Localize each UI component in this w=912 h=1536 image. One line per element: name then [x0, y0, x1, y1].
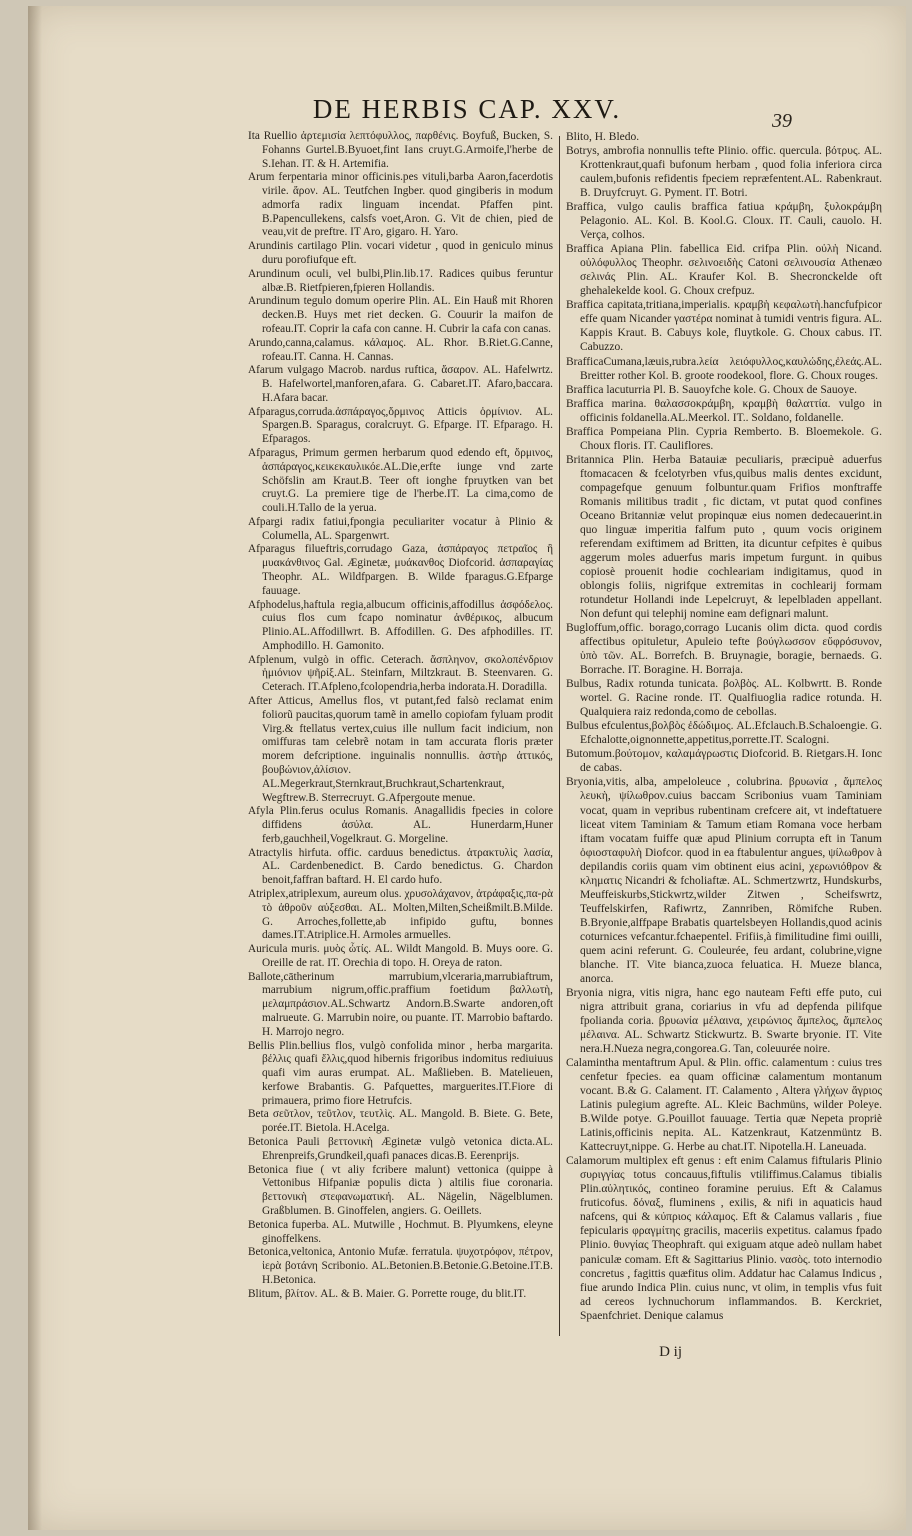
lexicon-entry: Bryonia nigra, vitis nigra, hanc ego nauteam Fefti effe puto, cui nigra attribuit grana, coriarius in vfu ad depfenda pilifque fpolianda coria. βρυωνία μέλαινα, χειρώνιος ἄμπελος, ἄμπελος μέλαινα. AL. Schwartz Stickwurtz. B. Swarte bryonie. IT. Vite nera.H.Nueza negra,congorea.G. Tan, coleuurée noire.: [566, 986, 882, 1056]
book-page: [28, 6, 906, 1530]
column-rule: [559, 136, 560, 1336]
lexicon-entry: Braffica Apiana Plin. fabellica Eid. crifpa Plin. οὐλὴ Nicand. οὐλόφυλλος Theophr. σελινοειδὴς Catoni σελινουσία Athenæo σελινάς Plin. AL. Kraufer Kol. B. Shecronckelde oft ghehalekelde kool. G. Choux crefpuz.: [566, 243, 882, 298]
lexicon-entry: Arundo,canna,calamus. κάλαμος. AL. Rhor. B.Riet.G.Canne, rofeau.IT. Canna. H. Cannas.: [248, 336, 553, 363]
left-column: [248, 130, 553, 1301]
lexicon-entry: Betonica fiue ( vt aliy fcribere malunt) vettonica (quippe à Vettonibus Hifpaniæ populis dicta ) altilis fiue coronaria. βεττονικὴ στεφανωματική. AL. Nägelin, Nägelblumen. Graßblumen. B. Ginoffelen, angiers. G. Oeillets.: [248, 1163, 553, 1217]
lexicon-entry: Calamintha mentaftrum Apul. & Plin. offic. calamentum : cuius tres cenfetur fpecies. ea quam officinæ calamentum montanum vocant. B.& G. Calament. IT. Calamento , Altera γλήχων ἄγριος Latinis pulegium agrefte. AL. Kleic Bachmüns, wilder Poleye. B.Wilde potye. G.Pouillot fauuage. Tertia quæ Nepeta propriè Latinis,officinis nepita. AL. Katzenkraut, Katzenmüntz B. Kattecruyt,nippe. G. Herbe au chat.IT. Nipotella.H. Laneuada.: [566, 1057, 882, 1154]
lexicon-entry: Bugloffum,offic. borago,corrago Lucanis olim dicta. quod cordis affectibus opituletur, Apuleio tefte βούγλωσσον εὔφρόσυνον, ὑπὸ τῶν. AL. Borrefch. B. Bruynagie, boragie, bernaeds. G. Borrache. IT. Boragine. H. Borraja.: [566, 622, 882, 677]
lexicon-entry: Bellis Plin.bellius flos, vulgò confolida minor , herba margarita. βέλλις quafi ἕλλις,quod hibernis frigoribus indomitus rediuiuus quafi vim auras erumpat. AL. Maßlieben. B. Matelieuen, kerfowe Brabantis. G. Pafquettes, marguerites.IT.Fiore di primauera, primo fiore Hetrufcis.: [248, 1039, 553, 1107]
lexicon-entry: Afarum vulgago Macrob. nardus ruftica, ἄσαρον. AL. Hafelwrtz. B. Hafelwortel,manforen,afara. G. Cabaret.IT. Afaro,baccara. H.Afara bacar.: [248, 364, 553, 404]
signature-mark: D ij: [659, 1344, 682, 1360]
lexicon-entry: Braffica marina. θαλασσοκράμβη, κραμβὴ θαλαττία. vulgo in officinis foldanella.AL.Meerkol. IT.. Soldano, foldanelle.: [566, 397, 882, 424]
lexicon-entry: Arum ferpentaria minor officinis.pes vituli,barba Aaron,facerdotis virile. ἄρον. AL. Teutfchen Ingber. quod gingiberis in modum admorfa radix linguam incendat. Pfaffen pint. B.Papencullekens, calsfs voet,Aron. G. Vit de chien, pied de veau,vit de preftre. IT Aro, gigaro. H. Yaro.: [248, 171, 553, 239]
lexicon-entry: Braffica Pompeiana Plin. Cypria Remberto. B. Bloemekole. G. Choux floris. IT. Cauliflores.: [566, 425, 882, 452]
lexicon-entry: Braffica capitata,tritiana,imperialis. κραμβὴ κεφαλωτὴ.hancfufpicor effe quam Nicander γαστέρα nominat à tumidi ventris figura. AL. Kappis Kraut. B. Cabuys kole, fluytkole. G. Choux cabus. IT. Cabuzzo.: [566, 299, 882, 354]
running-header: DE HERBIS CAP. XXV.: [312, 94, 622, 124]
lexicon-entry: Britannica Plin. Herba Batauiæ peculiaris, præcipuè aduerfus ftomacacen & fcelotyrben vfus,quibus malis dentes excidunt, compagefque genuum folbuntur.quam Frifios monftraffe Romanis militibus tradit , fic dictam, vt putat quod confines Oceano Britanniæ velut propinquæ eius nomen dedecauerint.in quo linguæ imperitia falfum puto , quum vocis originem referendam exiftimem ad Britten, ita dicuntur cefpites è quibus aggerum moles aduerfus maris impetum furgunt. in quibus copiosè prouenit hodie cochleariam indigitamus, quod in oblongis foliis, nigrifque extremitas in cochlearij formam rotundetur Hollandi inde Lepelcruyt, & lepelbladen appellant. Non defunt qui telephij nomine eam defignari malunt.: [566, 453, 882, 621]
lexicon-entry: Calamorum multiplex eft genus : eft enim Calamus fiftularis Plinio συριγγίας totus concauus,fiftulis vtiliffimus.Calamus tibialis Plin.αὐλητικός, contineo foramine peruius. Eft & Calamus fruticofus. δόναξ, fluminens , exilis, & nifi in aquaticis haud nafcens, qui & κύπριος κάλαμος. Eft & Calamus vallaris , fiue fepicularis φραγμίτης gracilis, maceriis expetitus. calamus fpado Plinio. θυνγίας Theophraft. qui exiguam atque adeò nullam habet paniculæ comam. Eft & Sagittarius Plinio. νασὸς. toto internodio concretus , fagittis quæfitus olim. Addatur hac Calamus Indicus , fiue arundo Indica Plin. cuius nunc, vt olim, in templis vfus fuit ad cereos lychnuchorum inflammandos. B. Kerckriet, Spaenfchriet. Denique calamus: [566, 1155, 882, 1322]
right-column: [566, 130, 882, 1323]
lexicon-entry: Betonica,veltonica, Antonio Mufæ. ferratula. ψυχοτρόφον, πέτρον, ἱερὰ βοτάνη Scribonio. AL.Betonien.B.Betonie.G.Betoine.IT.B. H.Betonica.: [248, 1246, 553, 1286]
lexicon-entry: Afparagus,corruda.ἀσπάραγος,ὄρμινος Atticis ὀρμίνιον. AL. Spargen.B. Sparagus, coralcruyt. G. Efparge. IT. Efparago. H. Efparagos.: [248, 405, 553, 446]
lexicon-entry: Afphodelus,haftula regia,albucum officinis,affodillus ἀσφόδελος. cuius flos cum fcapo nominatur ἀνθέρικος, albucum Plinio.AL.Affodillwrt. B. Affodillen. G. Des afphodilles. IT. Amphodillo. H. Gamonito.: [248, 598, 553, 652]
lexicon-entry: Beta σεῦτλον, τεῦτλον, τευτλὶς. AL. Mangold. B. Biete. G. Bete, porée.IT. Bietola. H.Acelga.: [248, 1108, 553, 1135]
page-number: 39: [772, 110, 792, 132]
lexicon-entry: Blitum, βλίτον. AL. & B. Maier. G. Porrette rouge, du blit.IT.: [248, 1287, 527, 1300]
lexicon-entry: Betonica Pauli βεττονικὴ Æginetæ vulgò vetonica dicta.AL. Ehrenpreifs,Grundkeil,quafi panaces dicas.B. Eerenprijs.: [248, 1136, 553, 1162]
lexicon-entry: Bulbus efculentus,βολβὸς ἐδώδιμος. AL.Efclauch.B.Schaloengie. G. Efchalotte,oignonnette,appetitus,porrette.IT. Scalogni.: [566, 720, 882, 747]
lexicon-entry: Atriplex,atriplexum, aureum olus. χρυσολάχανον, ἀτράφαξις,πα-ρὰ τὸ ἀθροῦν αὐξεσθαι. AL. Molten,Milten,Scheißmilt.B.Milde. G. Arroches,follette,ab infipido guftu, bonnes dames.IT.Atriplice.H. Armoles armuelles.: [248, 887, 553, 942]
lexicon-entry: Braffica, vulgo caulis braffica fatiua κράμβη, ξυλοκράμβη Pelagonio. AL. Kol. B. Kool.G. Cloux. IT. Cauli, cauolo. H. Verça, colhos.: [566, 201, 882, 242]
lexicon-entry: Afplenum, vulgò in offic. Ceterach. ἄσπληνον, σκολοπένδριον ἡμιόνιον ψῆρίξ.AL. Steinfarn, Miltzkraut. B. Steenvaren. G. Ceterach. IT.Afpleno,fcolopendria,herba indorata.H. Doradilla.: [248, 653, 553, 694]
lexicon-entry: Bryonia,vitis, alba, ampeloleuce , colubrina. βρυωνία , ἄμπελος λευκὴ, ψίλωθρον.cuius baccam Scribonius vuam Taminiam vocat, quam in vepribus rubentinam crefcere ait, vt indeftatuere liceat vitem Taminiam & Tamum etiam Romana voce herbam iftam vocatam fuiffe quæ apud Plinium corrupta eft in Tanum ὀφιοσταφυλὴ Diofcor. quod in ea ftabulentur angues, ψίλωθρον à depilandis coriis quam vim obtinent eius acini, χερωνιόθρον & κληματις Nicandri & fcholiaftæ. AL. Schmertzwrtz, Hundskurbs, Meuffeiskurbs,Stickwrtz,wilder Zitwen , Scheifswrtz, Teuffelskirfen, Rafiwrtz, Zannriben, Römifche Ruben. B.Bryonie,alffpape Brabatis quartelsbeyen Hollandis,quod acinis coturnices vefcantur.fchaepentel. Frifiis,à fimilitudine fimi ouilli, quem acini referunt. G. Couleurée, feu ardant, colubrine,vigne blanche. IT. Vite bianca,zuoca feluatica. H. Mueze blanca, anorca.: [566, 776, 882, 985]
lexicon-entry: BrafficaCumana,læuis,rubra.λεία λειόφυλλος,καυλώδης,ἐλεάς.AL. Breitter rother Kol. B. groote roodekool, flore. G. Choux rouges.: [566, 355, 882, 382]
lexicon-entry: Auricula muris. μυὸς ὦτίς. AL. Wildt Mangold. B. Muys oore. G. Oreille de rat. IT. Orechia di topo. H. Oreya de raton.: [248, 943, 553, 969]
lexicon-entry: Arundinum oculi, vel bulbi,Plin.lib.17. Radices quibus feruntur albæ.B. Rietfpieren,fpieren Hollandis.: [248, 267, 553, 294]
lexicon-entry: Bulbus, Radix rotunda tunicata. βολβὸς. AL. Kolbwrtt. B. Ronde wortel. G. Racine ronde. IT. Qualfiuoglia radice rotunda. H. Qualquiera raiz redonda,como de cebollas.: [566, 678, 882, 719]
lexicon-entry: Butomum.βούτομον, καλαμάγρωστις Diofcorid. B. Rietgars.H. Ionc de cabas.: [566, 748, 882, 775]
lexicon-entry: Afyla Plin.ferus oculus Romanis. Anagallidis fpecies in colore diffidens ἀσύλα. AL. Hunerdarm,Huner ferb,gauchheil,Vogelkraut. G. Morgeline.: [248, 805, 553, 845]
lexicon-entry: Atractylis hirfuta. offic. carduus benedictus. ἀτρακτυλὶς λασία, AL. Cardenbenedict. B. Cardo benedictus. G. Chardon benoit,faffran baftard. H. El cardo hufo.: [248, 846, 553, 887]
lexicon-entry: Braffica lacuturria Pl. B. Sauoyfche kole. G. Choux de Sauoye.: [566, 383, 858, 396]
lexicon-entry: Blito, H. Bledo.: [566, 131, 640, 143]
lexicon-entry: Afparagus filueftris,corrudago Gaza, ἀσπάραγος πετραῖος ἢ μυακάνθινος Gal. Æginetæ, μυάκανθος Diofcorid. ἀσπαραγίας Theophr. AL. Wildfpargen. B. Wilde fparagus.G.Efparge fauuage.: [248, 543, 553, 597]
lexicon-entry: Afparagus, Primum germen herbarum quod edendo eft, ὄρμινος, ἀσπάραγος,κεικεκαυλικόε.AL.Die,erfte iunge vnd zarte Schöfslin am Kraut.B. Teer oft ionghe fpruytken van bet cruyt.G. La premiere tige de l'herbe.IT. La cima,como de couli.H.Tallo de la yerua.: [248, 446, 553, 515]
lexicon-entry: Arundinum tegulo domum operire Plin. AL. Ein Hauß mit Rhoren decken.B. Huys met riet decken. G. Couurir la maifon de rofeau.IT. Coprir la cafa con canne. H. Cubrir la cafa con canas.: [248, 295, 553, 335]
lexicon-entry: Ballote,cātherinum marrubium,vlceraria,marrubiaftrum, marrubium nigrum,offic.praffium foetidum βαλλωτὴ, μελαμπράσιον.AL.Schwartz Andorn.B.Swarte andoren,oft malrueute. G. Marrubin noire, ou puante. IT. Marrobio baftardo. H. Marrojo negro.: [248, 970, 553, 1038]
lexicon-entry: After Atticus, Amellus flos, vt putant,fed falsò reclamat enim foliorũ paucitas,quorum tamẽ in amello copiofam fyluam prodit Virg.& ftellatus vertex,cuius ille nullum facit indicium, non omiffuras tam celebrẽ notam in tam accurata floris præter morem defcriptione. inguinalis nonnullis. ἀστὴρ ἀττικός, βουβώνιον,ἀλίσιον. AL.Megerkraut,Sternkraut,Bruchkraut,Schartenkraut, Wegftrew.B. Sterrecruyt. G.Afpergoute menue.: [248, 695, 553, 804]
lexicon-entry: Botrys, ambrofia nonnullis tefte Plinio. offic. quercula. βότρυς. AL. Krottenkraut,quafi bufonum herbam , quod folia inferiora circa caulem,bufonis refidentis fpeciem repræfentent.AL. Rabenkraut. B. Druyfcruyt. G. Pyment. IT. Botri.: [566, 145, 882, 200]
lexicon-entry: Ita Ruellio ἀρτεμισία λεπτόφυλλος, παρθένις. Boyfuß, Bucken, S. Fohanns Gurtel.B.Byuoet,fint Ians cruyt.G.Armoife,l'herbe de S.Iehan. IT. & H. Artemifia.: [248, 130, 553, 170]
lexicon-entry: Betonica fuperba. AL. Mutwille , Hochmut. B. Plyumkens, eleyne ginoffelkens.: [248, 1218, 553, 1245]
lexicon-entry: Arundinis cartilago Plin. vocari videtur , quod in geniculo minus duru porofiufque eft.: [248, 240, 553, 267]
lexicon-entry: Afpargi radix fatiui,fpongia peculiariter vocatur à Plinio & Columella, AL. Spargenwrt.: [248, 515, 553, 542]
